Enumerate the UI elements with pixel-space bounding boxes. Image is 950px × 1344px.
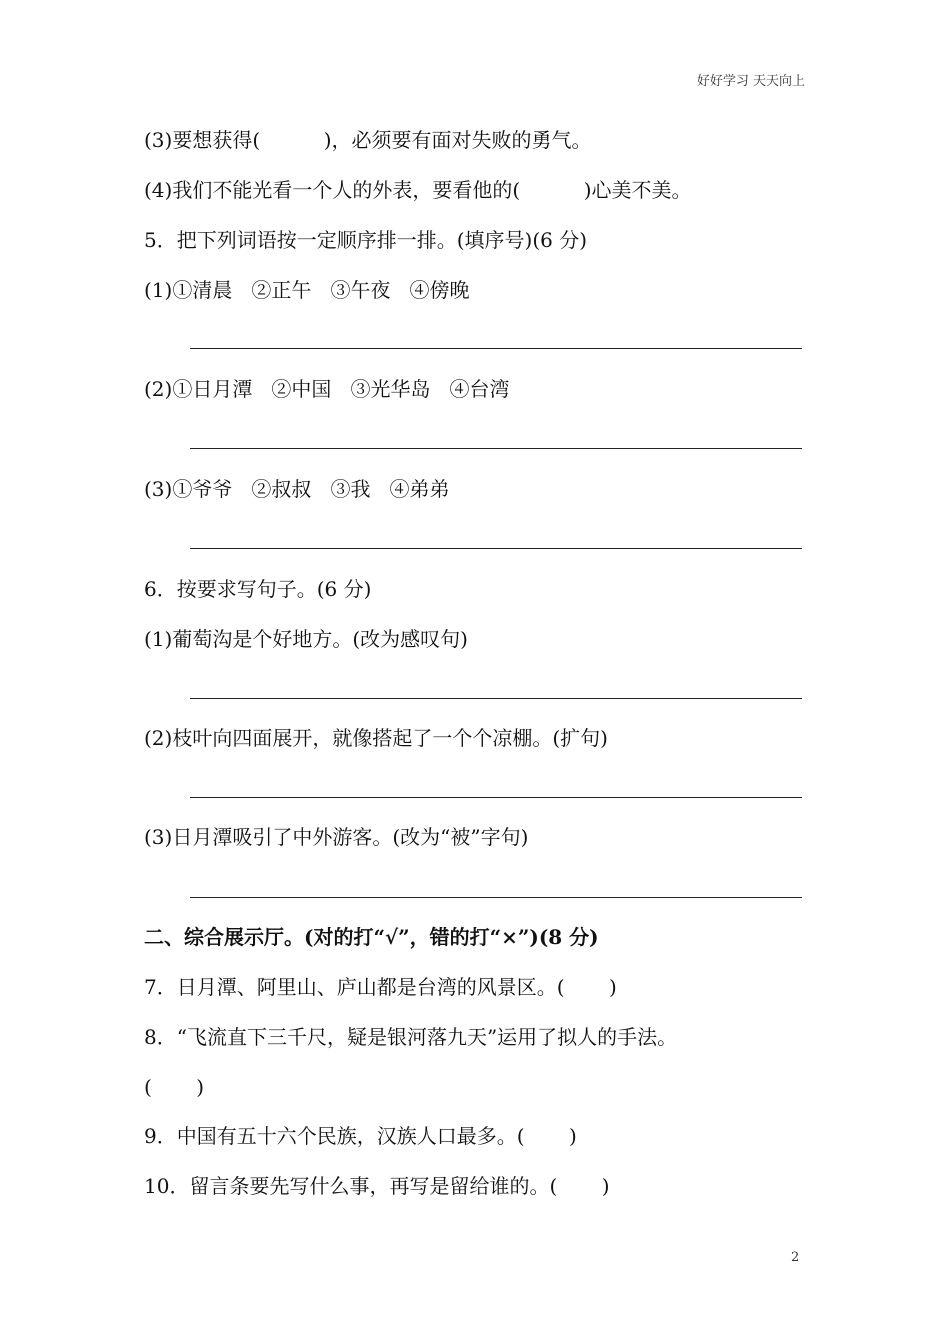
question-5-2: (2)①日月潭 ②中国 ③光华岛 ④台湾 bbox=[144, 377, 510, 401]
answer-line-6-3[interactable] bbox=[190, 897, 802, 898]
section-2-title: 二、综合展示厅。(对的打“√”，错的打“×”)(8 分) bbox=[144, 925, 599, 949]
answer-line-6-1[interactable] bbox=[190, 698, 802, 699]
answer-line-6-2[interactable] bbox=[190, 797, 802, 798]
question-8: 8．“飞流直下三千尺，疑是银河落九天”运用了拟人的手法。 bbox=[144, 1025, 678, 1049]
answer-line-5-2[interactable] bbox=[190, 448, 802, 449]
question-4-4: (4)我们不能光看一个人的外表，要看他的( )心美不美。 bbox=[144, 178, 692, 202]
question-6-1: (1)葡萄沟是个好地方。(改为感叹句) bbox=[144, 627, 468, 651]
question-6-3: (3)日月潭吸引了中外游客。(改为“被”字句) bbox=[144, 825, 529, 849]
question-6-title: 6．按要求写句子。(6 分) bbox=[144, 577, 372, 601]
page-header: 好好学习 天天向上 bbox=[696, 74, 805, 89]
question-6-2: (2)枝叶向四面展开，就像搭起了一个个凉棚。(扩句) bbox=[144, 726, 608, 750]
answer-line-5-3[interactable] bbox=[190, 548, 802, 549]
question-5-3: (3)①爷爷 ②叔叔 ③我 ④弟弟 bbox=[144, 477, 450, 501]
question-9: 9．中国有五十六个民族，汉族人口最多。( ) bbox=[144, 1124, 577, 1148]
answer-line-5-1[interactable] bbox=[190, 348, 802, 349]
question-8-answer-paren: ( ) bbox=[144, 1075, 205, 1099]
question-5-title: 5．把下列词语按一定顺序排一排。(填序号)(6 分) bbox=[144, 228, 588, 252]
question-7: 7．日月潭、阿里山、庐山都是台湾的风景区。( ) bbox=[144, 975, 617, 999]
page-number: 2 bbox=[791, 1250, 800, 1265]
question-4-3: (3)要想获得( )，必须要有面对失败的勇气。 bbox=[144, 128, 592, 152]
question-10: 10．留言条要先写什么事，再写是留给谁的。( ) bbox=[144, 1174, 610, 1198]
question-5-1: (1)①清晨 ②正午 ③午夜 ④傍晚 bbox=[144, 278, 470, 302]
